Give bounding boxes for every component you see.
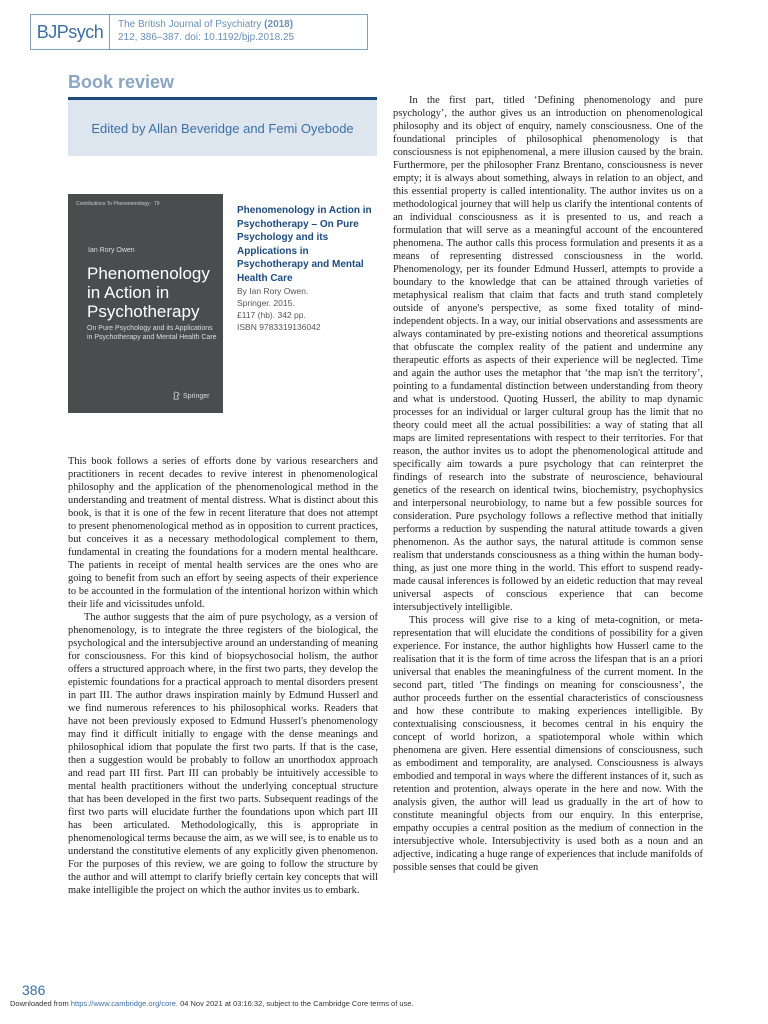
bjpsych-logo: BJPsych — [31, 15, 110, 49]
book-price: £117 (hb). 342 pp. — [237, 310, 306, 320]
book-details — [237, 204, 377, 333]
book-isbn: ISBN 9783319136042 — [237, 322, 321, 332]
cover-publisher — [172, 391, 209, 402]
cover-series: Contributions To Phenomenology · 79 — [76, 201, 160, 207]
journal-year: (2018) — [264, 19, 294, 30]
journal-citation: 212, 386–387. doi: 10.1192/bjp.2018.25 — [118, 32, 295, 43]
cambridge-core-link[interactable]: https://www.cambridge.org/core — [70, 999, 176, 1008]
cover-title: Phenomenology in Action in Psychotherapy — [87, 264, 210, 321]
book-title: Phenomenology in Action in Psychotherapy – On Pure Psychology and its Applications in Psychotherapy and Mental Health Care — [237, 205, 372, 284]
right-column — [393, 94, 703, 874]
journal-info — [110, 15, 302, 49]
cover-author: Ian Rory Owen — [88, 247, 135, 254]
cover-publisher-name: Springer — [183, 393, 210, 400]
page-number: 386 — [22, 982, 46, 998]
left-column — [68, 455, 378, 897]
springer-horse-icon — [172, 391, 181, 402]
cover-subtitle: On Pure Psychology and its Applications in Psychotherapy and Mental Health Care — [87, 325, 217, 341]
paragraph: The author suggests that the aim of pure psychology, as a version of phenomenology, is to integrate the three registers of the biological, the psychological and the intersubjective around an understanding of meaning for consciousness. For this kind of biopsychosocial holism, the author offers a structured approach where, in the first two parts, they develop the epistemic foundations for a practical approach to mental disorders present in part III. The author draws inspiration mainly by Edmund Husserl and we find numerous references to his philosophical works. Readers that have not been previously exposed to Edmund Husserl's phenomenology may find it difficult initially to engage with the dense meanings and philosophical idiom that populate the first two parts. If that is the case, then a suggestion would be probably to follow an unorthodox approach and read part III first. Part III can probably be intuitively accessible to mental health practitioners without the underlying conceptual structure that has been developed in the first two parts. Subsequent readings of the first two parts will elucidate further the foundations upon which part III has been articulated. Methodologically, this is appropriate in phenomenological terms because the aim, as we will see, is to enable us to understand the constitutive elements of any explicitly given phenomenon. For the purposes of this review, we are going to follow the structure by the author and will attempt to clarify briefly certain key concepts that will make intelligible the project on which the author invites us to embark. — [68, 612, 378, 896]
section-title: Book review — [68, 72, 175, 92]
journal-name: The British Journal of Psychiatry — [118, 19, 262, 30]
book-publisher: Springer. 2015. — [237, 298, 295, 308]
paragraph: This book follows a series of efforts done by various researchers and practitioners in recent decades to revive interest in phenomenological philosophy and the application of the phenomenological method in the understanding and treatment of mental distress. What is distinct about this book, is that it is one of the few in recent literature that does not attempt to present phenomenological method as in opposition to current practices, but conceives it as a necessary methodological complement to them, fundamental in creating the foundations for a modern mental healthcare. The patients in receipt of mental health services are the ones who are going to benefit from such an effort by seeing aspects of their experience to be accounted in the formulation of the intentional horizon within which their life and vicissitudes unfold. — [68, 456, 378, 610]
book-author: By Ian Rory Owen. — [237, 286, 309, 296]
footer-prefix: Downloaded from — [10, 999, 71, 1008]
footer-suffix: . 04 Nov 2021 at 03:16:32, subject to the Cambridge Core terms of use. — [175, 999, 414, 1008]
paragraph: This process will give rise to a king of meta-cognition, or meta-representation that will elucidate the conditions of possibility for a given experience. For instance, the author highlights how Husserl came to the realisation that it is the form of time across the lifespan that is an a priori universal that enables the meaningfulness of the current moment. In the second part, titled ‘The findings on meaning for consciousness’, the author proceeds further on the essential characteristics of consciousness and how these contribute to making experiences intelligible. By contextualising consciousness, it becomes central in his enquiry the concept of world horizon, a spatiotemporal whole within which phenomena are given. Here essential dimensions of consciousness, such as embodiment and temporality, are analysed. Consciousness is always embodied and temporal in ways where the different instances of it, such as retention and protention, always operate in the here and now. With the analysis given, the author will lead us gradually in the art of how to constitute meaningful objects from our enquiry. In this enterprise, empathy occupies a central position as the medium of connection in the intersubjective whole. Intersubjectivity is used both as a noun and an adjective, indicating a huge range of experiences that include manifolds of possible senses that could be given — [393, 615, 703, 873]
download-footer — [10, 999, 414, 1008]
paragraph: In the first part, titled ‘Defining phenomenology and pure psychology’, the author gives us an introduction on phenomenological philosophy and its object of enquiry, namely consciousness. One of the foundational principles of philosophical phenomenology is that consciousness is not epiphenomenal, a mere illusion caused by the brain. Furthermore, per the philosopher Franz Brentano, consciousness is never empty; it is always about something, always in relation to an object, and this essential property is called intentionality. The author invites us on a methodological journey that will help us clarify the intentional contents of an individual consciousness as it is presented to us, and reach a formulation that will serve as a meaningful account of the encountered phenomena. The author calls this process formulation and presents it as a means of representing distressed consciousness in the world. Phenomenology, per its founder Edmund Husserl, attempts to provide a boundary to the knowledge that can be attained through varieties of metaphysical realism that claim that facts and truth stand completely outside of anyone's perspective, as some fixed totality of mind-independent objects. In a way, our initial observations and assessments are always contaminated by pre-existing notions and theoretical assumptions that obfuscate the complex reality of the patient and undermine any therapeutic efforts as aspects of their experience will be neglected. Time and again the author uses the metaphor that ‘the map isn't the territory’, pointing to a fundamental distinction between understanding from theory and what is understood. Quoting Husserl, the ability to map dynamic processes for an individual or larger cultural group has the limit that no theory could meet all the actual possibilities: a way of stating that all maps are limited representations with respect to their territories. For that reason, the author invites us to adopt the phenomenological attitude and specifically aim towards a pure psychology that can reinterpret the findings of research into the substrate of neuroscience, behavioural genetics of the research on identical twins, biochemistry, psychophysics and interpersonal neurobiology, to name but a few possible sources for consideration. Pure psychology follows a reflective method that initially performs a reduction by suspending the natural attitude towards a given phenomenon. As the author says, the natural attitude is common sense realism that understands consciousness as a thing within the human body-thing, as just one more thing in the world. This effort to suspend ready-made causal inferences is followed by an eidetic reduction that may reveal universal aspects of conscious experience that can become intersubjectively intelligible. — [393, 95, 703, 613]
editors-box — [68, 97, 377, 156]
book-cover-image — [68, 194, 223, 413]
journal-header — [30, 14, 368, 50]
editors-text: Edited by Allan Beveridge and Femi Oyebode — [91, 120, 354, 136]
